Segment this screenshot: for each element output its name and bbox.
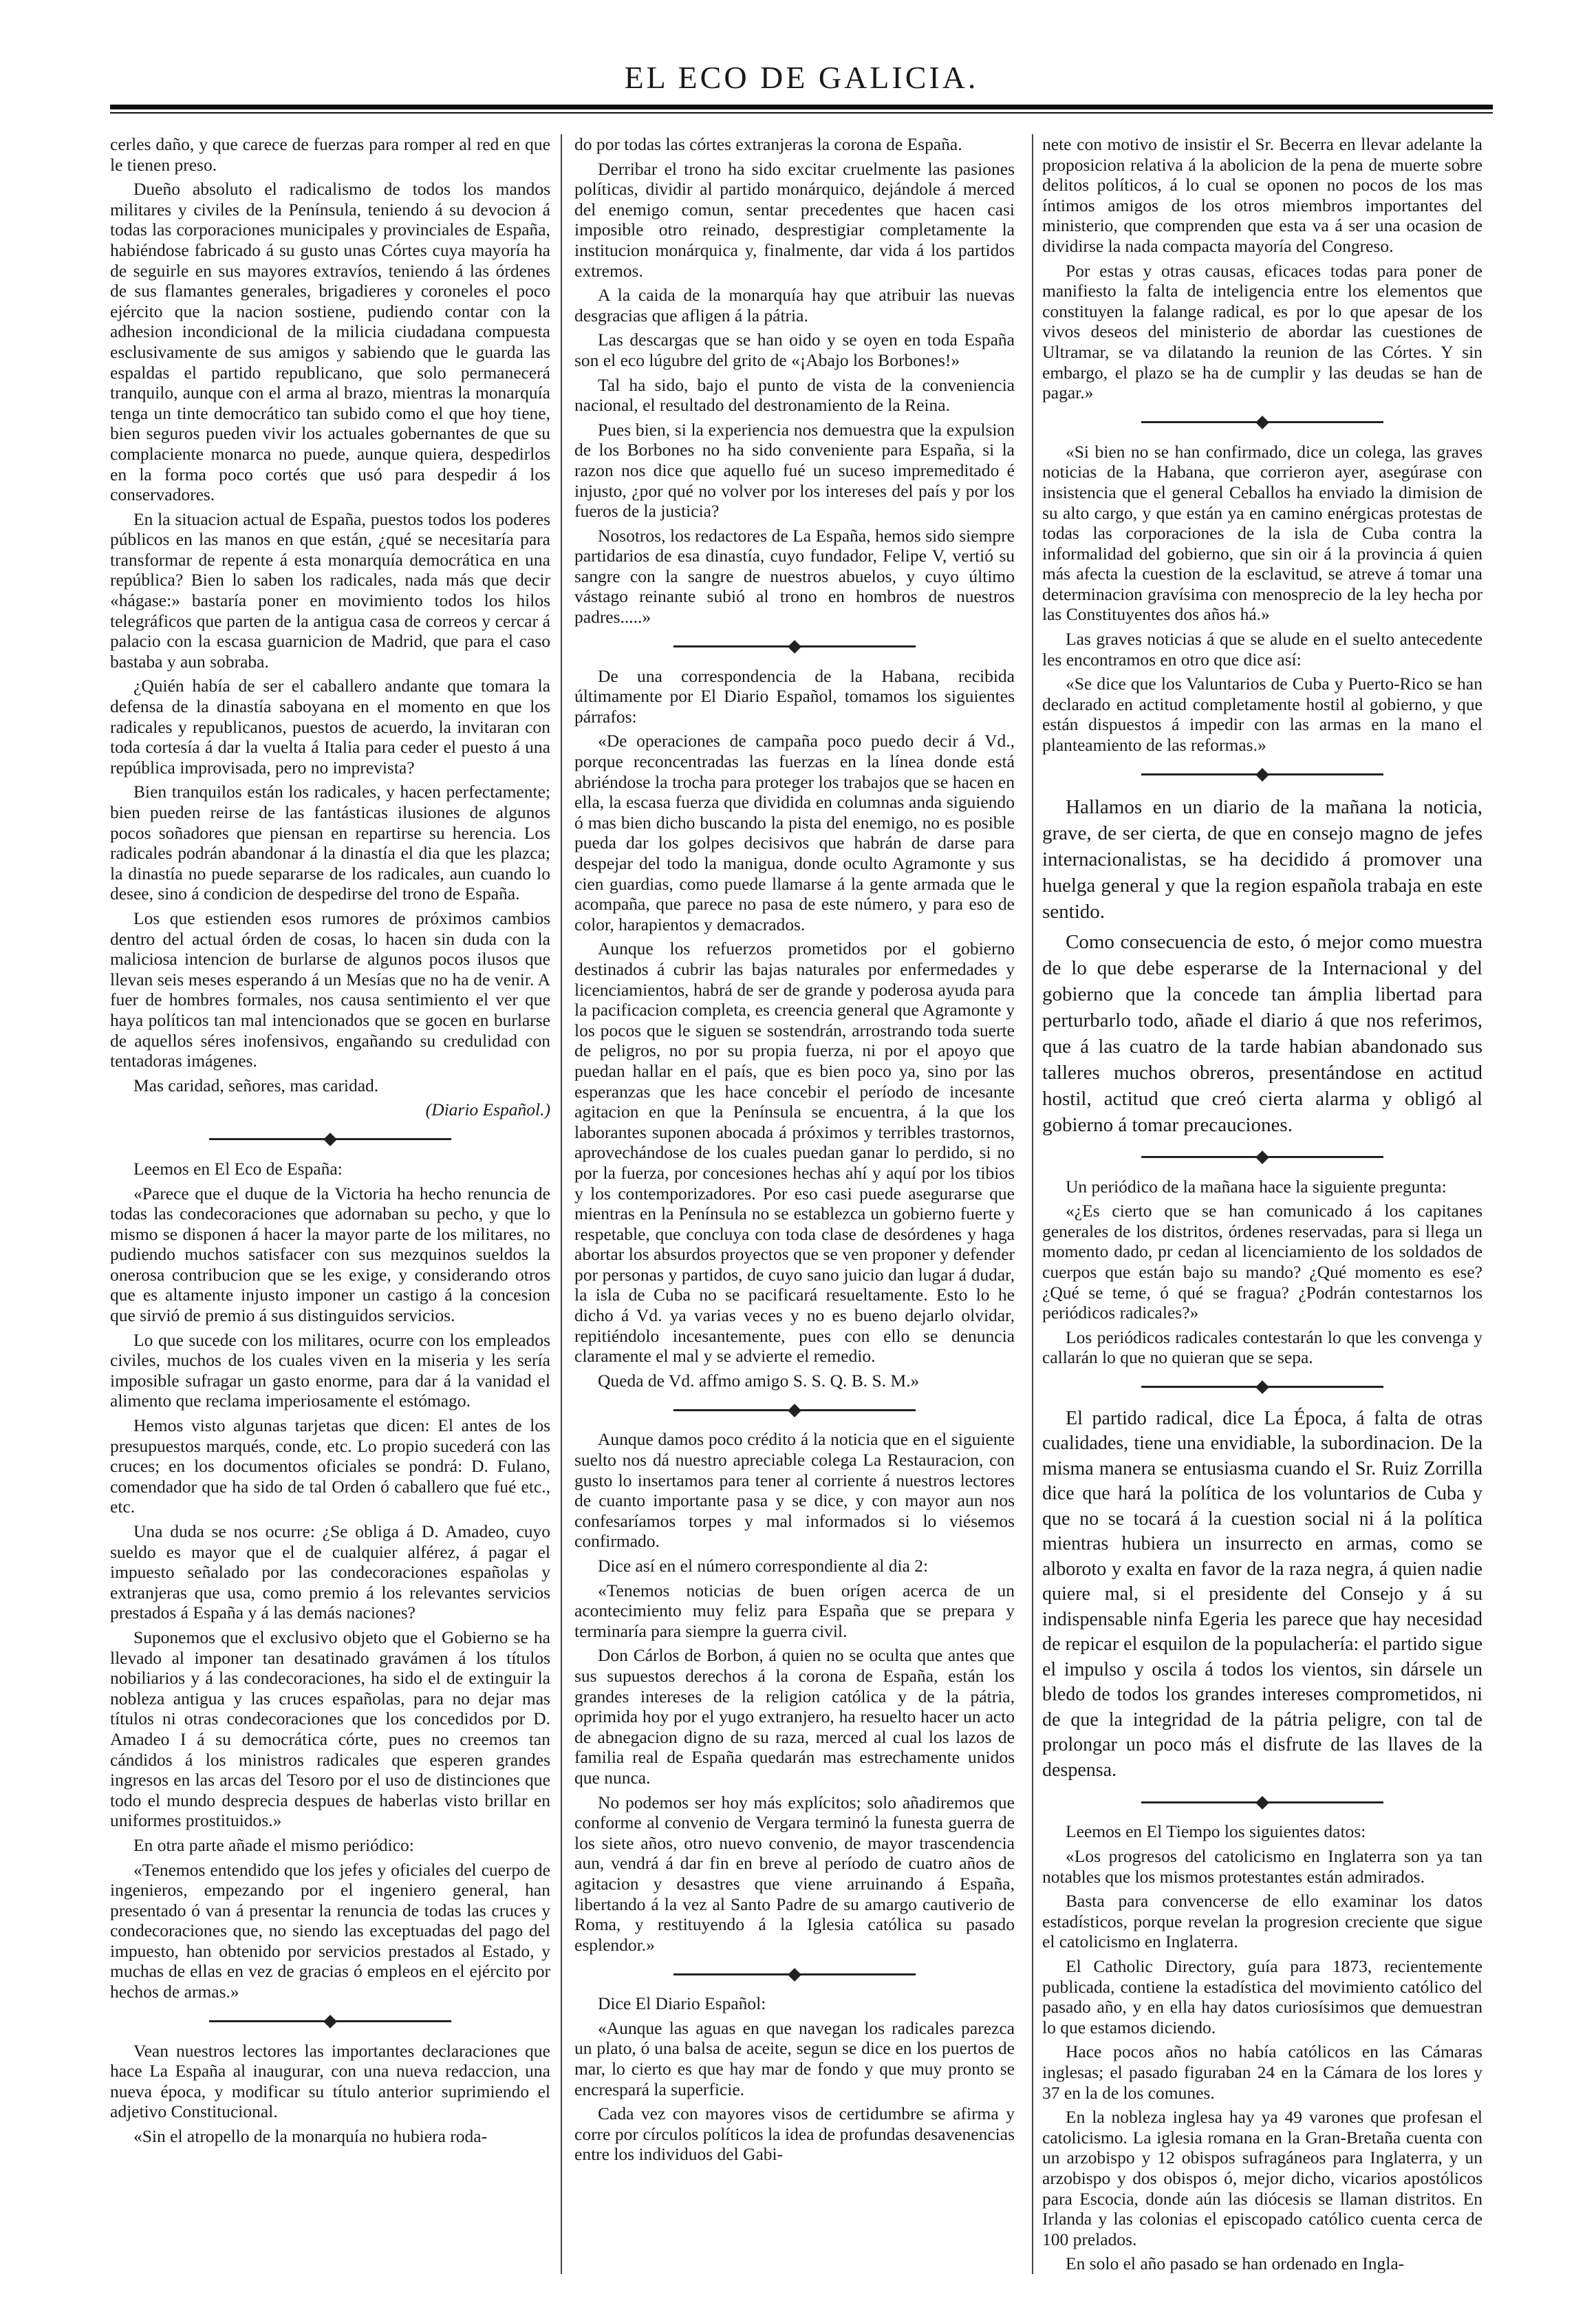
paragraph: Hace pocos años no había católicos en las Cámaras inglesas; el pasado figuraban 24 en la Cámara de los lores y 37 en la de los comunes. — [1042, 2042, 1482, 2103]
paragraph: «Aunque las aguas en que navegan los radicales parezca un plato, ó una balsa de aceite, segun se dice en los puertos de mar, lo cierto es que hay mar de fondo y que muy pronto se encrespará la superficie. — [574, 2017, 1015, 2099]
paragraph: cerles daño, y que carece de fuerzas para romper al red en que le tienen preso. — [110, 134, 550, 175]
paragraph: «Tenemos entendido que los jefes y oficiales del cuerpo de ingenieros, empezando por el ingeniero general, han presentado ó van á presentar la renuncia de todas las cruces y condecoraciones que, no siendo las exceptuadas del pago del impuesto, han obtenido por servicios prestados al Estado, y muchas de ellas en vez de gracias ó empleos en el ejército por hechos de armas.» — [110, 1859, 550, 2002]
paragraph: A la caida de la monarquía hay que atribuir las nuevas desgracias que afligen á la pátria. — [574, 285, 1015, 325]
paragraph: En la nobleza inglesa hay ya 49 varones que profesan el catolicismo. La iglesia romana en la Gran-Bretaña cuenta con un arzobispo y 12 obispos sufragáneos para Inglaterra, y un arzobispo y dos obispos ó, mejor dicho, vicarios apostólicos para Escocia, donde aún las diócesis se llaman distritos. En Irlanda y las colonias el episcopado católico cuenta cerca de 100 prelados. — [1042, 2107, 1482, 2249]
paragraph: En solo el año pasado se han ordenado en Ingla- — [1066, 2253, 1405, 2274]
paragraph: «Se dice que los Valuntarios de Cuba y Puerto-Rico se han declarado en actitud completamente hostil al gobierno, y que están dispuestos á impedir con las armas en la mano el planteamiento de las reformas.» — [1042, 674, 1482, 756]
article-divider — [110, 2013, 550, 2030]
paragraph: «Si bien no se han confirmado, dice un colega, las graves noticias de la Habana, que corrieron ayer, asegúrase con insistencia que el general Ceballos ha enviado la dimision de su alto cargo, y que están ya en camino enérgicas protestas de todas las corporaciones de la isla de Cuba contra la informalidad del gobierno, que sin oir á la provincia á quien más afecta la cuestion de la esclavitud, se atreve á tomar una determinacion gravísima con menosprecio de la ley hecha por las Constituyentes dos años há.» — [1042, 441, 1482, 625]
paragraph: Por estas y otras causas, eficaces todas para poner de manifiesto la falta de inteligencia entre los elementos que constituyen la falange radical, es por lo que apesar de los vivos deseos del ministerio de abordar las cuestiones de Ultramar, se va dilatando la reunion de las Córtes. Y sin embargo, el plazo se ha de cumplir y las deudas se han de pagar.» — [1042, 260, 1482, 403]
paragraph: Una duda se nos ocurre: ¿Se obliga á D. Amadeo, cuyo sueldo es mayor que el de cualquier alférez, á pagar el impuesto señalado por las condecoraciones españolas y extranjeras que usa, como premio á los relevantes servicios prestados á España y á las demás naciones? — [110, 1521, 550, 1623]
paragraph: «De operaciones de campaña poco puedo decir á Vd., porque reconcentradas las fuerzas en la línea donde está abriéndose la trocha para proteger los trabajos que se hacen en ella, la escasa fuerza que dividida en columnas anda siguiendo ó mas bien dicho buscando la pista del enemigo, no es posible pueda dar los golpes decisivos que habrán de darse para despejar del todo la manigua, donde oculto Agramonte y sus cien guardias, como puede llamarse á la gente armada que le acompaña, que parece no pasa de este número, y para eso de color, harapientos y demacrados. — [574, 731, 1015, 934]
paragraph: Queda de Vd. affmo amigo S. S. Q. B. S. M.» — [598, 1370, 920, 1391]
paragraph: Don Cárlos de Borbon, á quien no se oculta que antes que sus supuestos derechos á la corona de España, están los grandes intereses de la religion católica y de la pátria, oprimida hoy por el yugo extranjero, ha resuelto hacer un acto de abnegacion digno de su raza, merced al cual los lazos de familia real de España quedarán mas estrechamente unidos que nunca. — [574, 1645, 1015, 1788]
paragraph: En otra parte añade el mismo periódico: — [133, 1834, 414, 1855]
paragraph: Derribar el trono ha sido excitar cruelmente las pasiones políticas, dividir al partido monárquico, dejándole á merced del enemigo comun, sentar precedentes que hacen casi imposible otro reinado, desprestigiar completamente la institucion monárquica y, finalmente, dar vida á los partidos extremos. — [574, 158, 1015, 281]
paragraph: El Catholic Directory, guía para 1873, recientemente publicada, contiene la estadística del movimiento católico del pasado año, y en ella hay datos curiosísimos que demuestran lo que estamos diciendo. — [1042, 1956, 1482, 2037]
paragraph: Tal ha sido, bajo el punto de vista de la conveniencia nacional, el resultado del destronamiento de la Reina. — [574, 374, 1015, 416]
paragraph: El partido radical, dice La Época, á falta de otras cualidades, tiene una envidiable, la subordinacion. De la misma manera se entusiasma cuando el Sr. Ruiz Zorrilla dice que hará la política de los voluntarios de Cuba y que no se tocará á la cuestion social ni á la política mientras hubiera un insurrecto en armas, como se alboroto y exalta en favor de la raza negra, á quien nadie quiere mal, si el presidente del Consejo y á su indispensable ninfa Egeria les parece que hay necesidad de repicar el esquilon de la populachería: el partido sigue el impulso y oscila á todos los vientos, sin dársele un bledo de todos los grandes intereses comprometidos, ni de que la integridad de la pátria peligre, con tal de prolongar un poco más el disfrute de las llaves de la despensa. — [1042, 1407, 1482, 1781]
paragraph: Dice El Diario Español: — [598, 1993, 766, 2014]
paragraph: «Tenemos noticias de buen orígen acerca de un acontecimiento muy feliz para España que se prepara y terminaría para siempre la guerra civil. — [574, 1580, 1015, 1641]
paragraph: «Los progresos del catolicismo en Inglaterra son ya tan notables que los mismos protestantes están admirados. — [1042, 1846, 1482, 1887]
paragraph: Mas caridad, señores, mas caridad. — [133, 1075, 379, 1095]
column-1 — [110, 134, 550, 2274]
paragraph: «Sin el atropello de la monarquía no hubiera roda- — [133, 2126, 488, 2147]
article-divider — [110, 1131, 550, 1148]
paragraph: nete con motivo de insistir el Sr. Becerra en llevar adelante la proposicion relativa á la abolicion de la pena de muerte sobre delitos políticos, á lo cual se oponen no pocos de los mas íntimos amigos de los otros miembros importantes del ministerio, que comprenden que esta va á ser una ocasion de dividirse la nada compacta mayoría del Congreso. — [1042, 134, 1482, 256]
paragraph: Las descargas que se han oido y se oyen en toda España son el eco lúgubre del grito de «¡Abajo los Borbones!» — [574, 330, 1015, 370]
paragraph: Los que estienden esos rumores de próximos cambios dentro del actual órden de cosas, lo hacen sin duda con la maliciosa intencion de burlarse de algunos pocos ilusos que llevan seis meses esperando á un Mesías que no ha de venir. A fuer de hombres formales, nos causa sentimiento el ver que haya políticos tan mal intencionados que se gocen en burlarse de aquellos séres inofensivos, engañando su credulidad con tentadoras imágenes. — [110, 908, 550, 1071]
paragraph: En la situacion actual de España, puestos todos los poderes públicos en las manos en que están, ¿qué se necesitaría para transformar de repente á esta monarquía democrática en una república? Bien lo saben los radicales, nada más que decir «hágase:» bastaría poner en movimiento todos los hilos telegráficos que parten de la antigua casa de correos y cercar á palacio con la escasa guarnicion de Madrid, que para el caso bastaba y aun sobraba. — [110, 508, 550, 672]
paragraph: Como consecuencia de esto, ó mejor como muestra de lo que debe esperarse de la Internacional y del gobierno que la concede tan ámplia libertad para perturbarlo todo, añade el diario á que nos referimos, que á las cuatro de la tarde habian abandonado sus talleres muchos obreros, presentándose en actitud hostil, actitud que creó cierta alarma y obligó al gobierno á tomar precauciones. — [1042, 930, 1482, 1136]
masthead-rule-thick — [110, 105, 1493, 109]
paragraph: Dice así en el número correspondiente al dia 2: — [598, 1556, 929, 1576]
paragraph: «¿Es cierto que se han comunicado á los capitanes generales de los distritos, órdenes reservadas, para si llega un momento dado, pr cedan al licenciamiento de los soldados de cuerpos que están bajo su mando? ¿Qué momento es ese? ¿Qué se teme, ó qué se fragua? ¿Podrán contestarnos los periódicos radicales?» — [1042, 1201, 1482, 1323]
article-divider — [1042, 767, 1482, 783]
paragraph: Las graves noticias á que se alude en el suelto antecedente les encontramos en otro que dice así: — [1042, 629, 1482, 670]
column-3 — [1042, 134, 1482, 2274]
article-divider — [574, 1966, 1015, 1982]
paragraph: Pues bien, si la experiencia nos demuestra que la expulsion de los Borbones no ha sido conveniente para España, si la razon nos dice que aquello fué un suceso impremeditado é injusto, ¿por qué no volver por los intereses del país y por los fueros de la justicia? — [574, 419, 1015, 522]
paragraph: De una correspondencia de la Habana, recibida últimamente por El Diario Español, tomamos los siguientes párrafos: — [574, 665, 1015, 727]
paragraph: do por todas las córtes extranjeras la corona de España. — [574, 134, 962, 154]
paragraph: Bien tranquilos están los radicales, y hacen perfectamente; bien pueden reirse de las fantásticas ilusiones de algunos pocos soñadores que piensan en repartirse su herencia. Los radicales podrán abandonar á la dinastía el dia que les plazca; la dinastía no puede separarse de los radicales, aun cuando lo desee, sino á condicion de despedirse del trono de España. — [110, 782, 550, 904]
paragraph: Un periódico de la mañana hace la siguiente pregunta: — [1066, 1176, 1447, 1197]
article-divider — [574, 1402, 1015, 1418]
paragraph: Aunque los refuerzos prometidos por el gobierno destinados á cubrir las bajas naturales por enfermedades y licenciamientos, habrá de ser de grande y poderosa ayuda para la pacificacion completa, es creencia general que Agramonte y los pocos que le siguen se sostendrán, arrostrando toda suerte de peligros, no por su propia fuerza, ni por el apoyo que puedan hallar en el país, que es bien poco ya, sino por las esperanzas que les hace concebir el período de incesante agitacion en que la Península se encuentra, á la que los laborantes suponen abocada á próximos y terribles trastornos, aprovechándose de los cuales puedan ganar lo perdido, si no por la fuerza, por concesiones hechas ahí y aquí por los tibios y los contemporizadores. Por eso casi puede asegurarse que mientras en la Península no se establezca un gobierno fuerte y respetable, que concluya con toda clase de desórdenes y haga abortar los absurdos proyectos que se ven proponer y defender por personas y partidos, de cuyo sano juicio dan lugar á dudar, la isla de Cuba no se pacificará resueltamente. Esto lo he dicho á Vd. ya varias veces y no es bueno dejarlo olvidar, repitiéndolo incesantemente, pues con ello se denuncia claramente el mal y se advierte el remedio. — [574, 939, 1015, 1367]
source-attribution: (Diario Español.) — [425, 1100, 550, 1120]
article-divider — [574, 639, 1015, 655]
article-divider — [1042, 414, 1482, 431]
paragraph: Hallamos en un diario de la mañana la noticia, grave, de ser cierta, de que en consejo magno de jefes internacionalistas, se ha decidido á promover una huelga general y que la region española trabaja en este sentido. — [1042, 795, 1482, 923]
masthead-rule-thin — [110, 112, 1493, 114]
column-2 — [574, 134, 1015, 2274]
paragraph: ¿Quién había de ser el caballero andante que tomara la defensa de la dinastía saboyana en el momento en que los radicales y republicanos, puestos de acuerdo, la invitaran con toda cortesía á dar la vuelta á Italia para ceder el puesto á una república improvisada, pero no imprevista? — [110, 676, 550, 778]
paragraph: Lo que sucede con los militares, ocurre con los empleados civiles, muchos de los cuales viven en la miseria y les sería imposible sufragar un gasto enorme, para dar á la vanidad el alimento que reclama imperiosamente el estómago. — [110, 1329, 550, 1411]
paragraph: Hemos visto algunas tarjetas que dicen: El antes de los presupuestos marqués, conde, etc. Lo propio sucederá con las cruces; en los documentos oficiales se pondrá: D. Fulano, comendador que ha sido de tal Orden ó caballero que fué etc., etc. — [110, 1415, 550, 1517]
article-divider — [1042, 1794, 1482, 1810]
paragraph: Basta para convencerse de ello examinar los datos estadísticos, porque revelan la progresion creciente que sigue el catolicismo en Inglaterra. — [1042, 1891, 1482, 1952]
paragraph: Suponemos que el exclusivo objeto que el Gobierno se ha llevado al imponer tan desatinado gravámen á los títulos nobiliarios y á las condecoraciones, ha sido el de extinguir la nobleza antigua y las cruces españolas, para no dejar mas títulos ni otras condecoraciones que los concedidos por D. Amadeo I á su democrática córte, pues no creemos tan cándidos á los ministros radicales que esperen grandes ingresos en las arcas del Tesoro por el uso de distinciones que todo el mundo desprecia despues de haberlas visto brillar en uniformes prostituidos.» — [110, 1627, 550, 1831]
paragraph: Nosotros, los redactores de La España, hemos sido siempre partidarios de esa dinastía, cuyo fundador, Felipe V, vertió su sangre con la sangre de nuestros abuelos, y cuyo último vástago reinante subió al trono en hombros de nuestros padres.....» — [574, 525, 1015, 628]
column-separator — [561, 134, 562, 2274]
article-divider — [1042, 1149, 1482, 1166]
paragraph: Dueño absoluto el radicalismo de todos los mandos militares y civiles de la Península, teniendo á su devocion á todas las corporaciones municipales y provinciales de España, habiéndose fabricado á su gusto unas Córtes cuya mayoría ha de seguirle en sus mayores extravíos, teniendo á las órdenes de sus flamantes generales, brigadieres y coroneles el poco ejército que la nacion sostiene, pudiendo contar con la adhesion incondicional de la milicia ciudadana compuesta esclusivamente de sus amigos y sabiendo que le guarda las espaldas el partido republicano, que solo permanecerá tranquilo, aunque con el arma al brazo, mientras la monarquía tenga un tinte democrático tan subido como el que hoy tiene, bien seguros pueden vivir los actuales gobernantes de que su complaciente monarca no puede, aunque quiera, despedirlos en la forma poco cortés que usó para despedir á los conservadores. — [110, 179, 550, 505]
paragraph: Aunque damos poco crédito á la noticia que en el siguiente suelto nos dá nuestro apreciable colega La Restauracion, con gusto lo insertamos para tener al corriente á nuestros lectores de cuanto importante pasa y se dice, y con mayor aun nos confesaríamos torpes y mal informados si lo viésemos confirmado. — [574, 1429, 1015, 1552]
paragraph: Vean nuestros lectores las importantes declaraciones que hace La España al inaugurar, con una nueva redaccion, una nueva época, y modificar su título anterior suprimiendo el adjetivo Constitucional. — [110, 2040, 550, 2122]
article-divider — [1042, 1379, 1482, 1395]
masthead-title: EL ECO DE GALICIA. — [624, 60, 979, 95]
column-separator — [1032, 134, 1033, 2274]
paragraph: No podemos ser hoy más explícitos; solo añadiremos que conforme al convenio de Vergara terminó la funesta guerra de los siete años, otro nuevo convenio, de mayor trascendencia aun, vendrá á dar fin en breve al período de cuatro años de agitacion y desastres que viene arruinando á España, libertando á la vez al Santo Padre de su amargo cautiverio de Roma, y restituyendo á la Iglesia católica su pasado esplendor.» — [574, 1792, 1015, 1955]
paragraph: Cada vez con mayores visos de certidumbre se afirma y corre por círculos políticos la idea de profundas desavenencias entre los individuos del Gabi- — [574, 2103, 1015, 2165]
paragraph: Leemos en El Tiempo los siguientes datos: — [1066, 1821, 1366, 1842]
paragraph: Leemos en El Eco de España: — [133, 1158, 343, 1179]
paragraph: Los periódicos radicales contestarán lo que les convenga y callarán lo que no quieran que se sepa. — [1042, 1327, 1482, 1368]
paragraph: «Parece que el duque de la Victoria ha hecho renuncia de todas las condecoraciones que adornaban su pecho, y que lo mismo se disponen á hacer la mayor parte de los militares, no pudiendo muchos satisfacer con sus mezquinos sueldos la onerosa contribucion que se les exige, y considerando otros que es altamente injusto imponer un castigo á la concesion que sirvió de premio á sus distinguidos servicios. — [110, 1183, 550, 1326]
